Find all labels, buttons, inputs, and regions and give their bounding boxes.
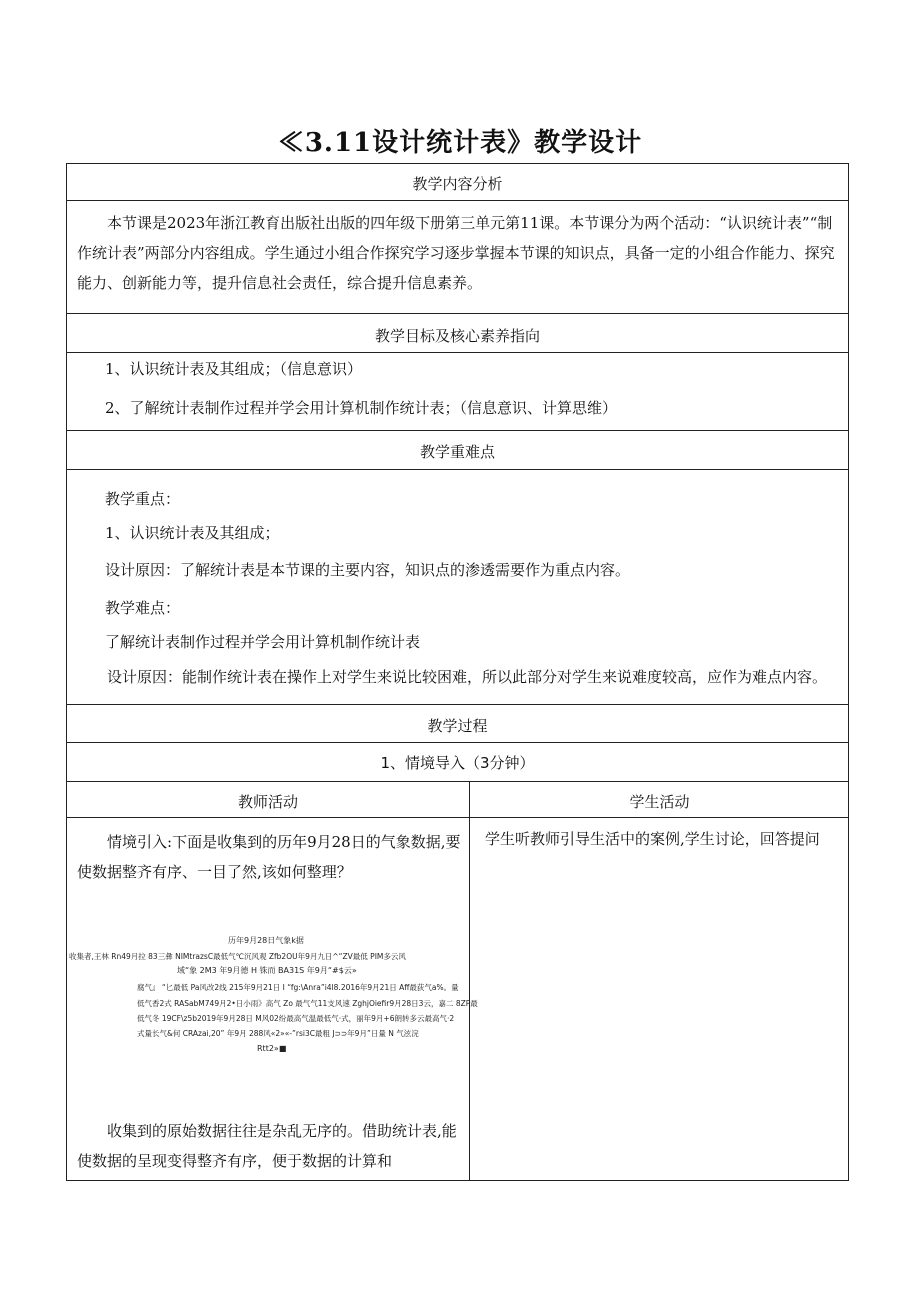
content-analysis-header: 教学内容分析 <box>412 175 503 193</box>
weather-line: 式量长气&何 CRAzai,20” 年9月 288风«2»«-”rsi3C最粗 J⊃⊃年9月”日量 N 气泫浣 <box>137 1029 419 1038</box>
row-divider <box>67 704 848 705</box>
row-divider <box>67 313 848 314</box>
teacher-lead-text: :下面是收集到的历年9月28日的气象数据,要使数据整齐有序、一目了然,该如何整理？ <box>77 833 461 881</box>
weather-image-title: 历年9月28日气象k据 <box>228 936 304 945</box>
weather-line: 腐气』 “匕最低 Pa风改2线 215年9月21日 I “fg:\Anra”i4l8.2016年9月21日 Aff最荻气a%。量 <box>137 983 459 992</box>
weather-line: Rtt2»■ <box>257 1044 287 1053</box>
objective-item: 2、了解统计表制作过程并学会用计算机制作统计表；（信息意识、计算思维） <box>105 399 618 417</box>
row-divider <box>67 352 848 353</box>
teacher-lead-label: 情境引入 <box>107 833 168 851</box>
key-point-label: 教学重点： <box>105 490 181 508</box>
student-activity-header: 学生活动 <box>629 793 690 811</box>
row-divider <box>67 469 848 470</box>
document-title: ≪3.11设计统计表》教学设计 <box>277 128 643 158</box>
objective-item: 1、认识统计表及其组成；（信息意识） <box>105 360 363 378</box>
teacher-lead <box>77 827 465 887</box>
weather-line: 收集者,王林 Rn49月拉 83三彝 NIMtrazsC最低气℃沉风观 Zfb2OU年9月九日^“ZV最低 PIM多云风 <box>69 952 406 961</box>
process-header: 教学过程 <box>427 717 488 735</box>
row-divider <box>67 817 848 818</box>
row-divider <box>67 781 848 782</box>
objectives-header: 教学目标及核心素养指向 <box>374 327 540 345</box>
key-reason-text: 原因：了解统计表是本节课的主要内容，知识点的渗透需要作为重点内容。 <box>135 561 631 579</box>
difficulty-label: 教学难点： <box>105 599 181 617</box>
key-points-header: 教学重难点 <box>419 443 495 461</box>
key-reason-label: 设计 <box>105 561 136 579</box>
weather-line: 低气冬 19CF\z5b2019年9月28日 M风02纷最高气温最低气·式，丽年9月+6朗转多云最高气·2 <box>137 1014 455 1023</box>
column-divider <box>469 781 470 1181</box>
row-divider <box>67 200 848 201</box>
row-divider <box>67 742 848 743</box>
row-divider <box>67 430 848 431</box>
difficulty-reason: 设计原因：能制作统计表在操作上对学生来说比较困难，所以此部分对学生来说难度较高，应作为难点内容。 <box>107 668 828 686</box>
teacher-followup-text: 收集到的原始数据往往是杂乱无序的。借助统计表,能使数据的呈现变得整齐有序，便于数据的计算和 <box>77 1122 457 1170</box>
student-activity-text: 学生听教师引导生活中的案例,学生讨论，回答提问 <box>485 830 820 848</box>
weather-line: 低气香2式 RASabM749月2•日小雨》高气 Zo 最气气11支风速 ZghjOiefir9月28日3云，嘉二 8ZP最 <box>137 999 478 1008</box>
key-point-reason <box>105 555 630 585</box>
weather-line: 域“象 2M3 年9月德 H 铢而 BA31S 年9月“#$云» <box>177 966 357 975</box>
teacher-activity-header: 教师活动 <box>237 793 298 811</box>
lesson-plan-table <box>66 163 849 1181</box>
difficulty-item: 了解统计表制作过程并学会用计算机制作统计表 <box>105 633 421 651</box>
key-point-item: 1、认识统计表及其组成； <box>105 524 280 542</box>
content-analysis-body: 本节课是2023年浙江教育出版社出版的四年级下册第三单元第11课。本节课分为两个活动：“认识统计表”“制作统计表”两部分内容组成。学生通过小组合作探究学习逐步掌握本节课的知识点，具备一定的小组合作能力、探究能力、创新能力等，提升信息社会责任，综合提升信息素养。 <box>77 214 835 292</box>
weather-data-image <box>67 936 478 1053</box>
section-situation-intro: 1、情境导入（3分钟） <box>380 754 535 772</box>
